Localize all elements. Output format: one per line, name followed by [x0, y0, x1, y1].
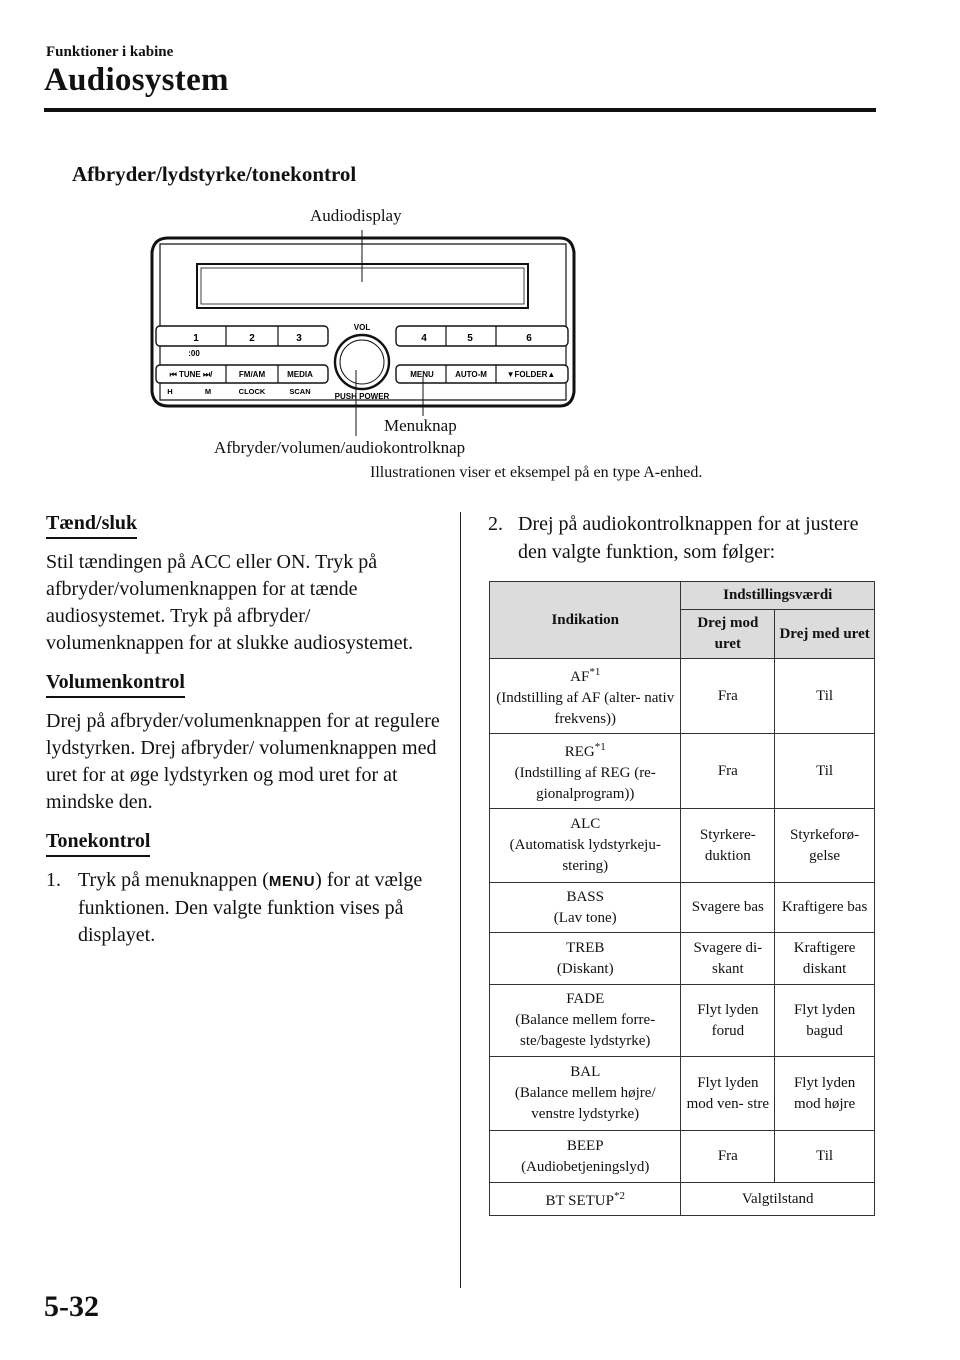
header-clockwise: Drej med uret	[775, 610, 875, 659]
counterclockwise-value: Fra	[681, 1131, 775, 1183]
clockwise-value: Kraftigere bas	[775, 883, 875, 933]
page-title: Audiosystem	[44, 62, 229, 98]
indication-cell	[490, 1131, 681, 1183]
vol-label: VOL	[353, 323, 371, 332]
step-1-text-b: ) for at vælge funktionen. Den valgte funktion vises på displayet.	[78, 869, 423, 946]
indication-name: TREB	[566, 939, 605, 956]
section-label: Funktioner i kabine	[46, 44, 174, 60]
indication-description: (Automatisk lydstyrkeju- stering)	[509, 837, 661, 874]
table-row	[490, 1057, 875, 1131]
clock-sub-label: :00	[188, 349, 200, 358]
para-volume: Drej på afbryder/volumenknappen for at regulere lydstyrken. Drej afbryder/ volumenknappen med uret for at øge lydstyrken og mod uret for at mindske den.	[46, 710, 440, 813]
indication-name: ALC	[570, 816, 601, 832]
header-counterclockwise: Drej mod uret	[681, 610, 775, 659]
preset-2-label: 2	[249, 333, 255, 344]
indication-description: (Balance mellem forre- ste/bageste lydstyrke)	[515, 1012, 656, 1049]
table-row	[490, 1183, 875, 1216]
indication-description: (Indstilling af AF (alter- nativ frekvens))	[496, 690, 675, 727]
counterclockwise-value: Svagere bas	[681, 883, 775, 933]
indication-name: BT SETUP	[545, 1193, 614, 1209]
column-divider	[460, 512, 461, 1288]
indication-description: (Balance mellem højre/ venstre lydstyrke)	[514, 1085, 656, 1122]
left-column	[46, 510, 444, 957]
preset-row-left	[156, 326, 328, 346]
indication-name: BEEP	[566, 1137, 604, 1154]
heading-volume: Volumenkontrol	[46, 669, 185, 698]
clockwise-value: Flyt lyden bagud	[775, 985, 875, 1057]
fmam-button-label: FM/AM	[238, 370, 266, 379]
indication-name: BAL	[570, 1064, 601, 1080]
counterclockwise-value: Fra	[681, 659, 775, 734]
h-sub-label: H	[167, 387, 173, 396]
indication-name: BASS	[566, 888, 604, 905]
counterclockwise-value: Svagere di- skant	[681, 933, 775, 985]
label-menuknap: Menuknap	[384, 416, 457, 435]
counterclockwise-value: Flyt lyden forud	[681, 985, 775, 1057]
heading-tone: Tonekontrol	[46, 828, 150, 857]
counterclockwise-value: Flyt lyden mod ven- stre	[681, 1057, 775, 1131]
media-button-label: MEDIA	[287, 370, 313, 379]
tune-button-label: ⏮ TUNE ⏭/	[169, 370, 213, 379]
indication-description: (Diskant)	[556, 960, 614, 977]
preset-4-label: 4	[421, 333, 427, 344]
table-row	[490, 985, 875, 1057]
value-cell: Valgtilstand	[681, 1183, 875, 1216]
clockwise-value: Flyt lyden mod højre	[775, 1057, 875, 1131]
preset-3-label: 3	[296, 333, 302, 344]
clockwise-value: Styrkeforø- gelse	[775, 809, 875, 883]
table-row	[490, 734, 875, 809]
folder-button-label: ▼FOLDER▲	[506, 370, 556, 379]
step-1-text	[78, 867, 444, 949]
header-setting-value: Indstillingsværdi	[681, 582, 875, 610]
indication-description: (Audiobetjeningslyd)	[521, 1158, 650, 1175]
label-audiodisplay: Audiodisplay	[310, 206, 402, 225]
step-2	[488, 510, 888, 566]
indication-cell	[490, 883, 681, 933]
indication-cell	[490, 1057, 681, 1131]
figure-caption: Illustrationen viser et eksempel på en type A-enhed.	[370, 464, 703, 481]
clockwise-value: Til	[775, 1131, 875, 1183]
automem-button-label: AUTO-M	[455, 370, 487, 379]
step-1-text-a: Tryk på menuknappen (	[78, 869, 269, 891]
clock-label: CLOCK	[238, 387, 266, 396]
power-volume-knob	[335, 335, 389, 389]
heading-onoff: Tænd/sluk	[46, 510, 137, 539]
para-onoff: Stil tændingen på ACC eller ON. Tryk på afbryder/volumenknappen for at tænde audiosystemet. Tryk på afbryder/ volumenknappen for at slukke audiosystemet.	[46, 551, 414, 654]
label-power-knob: Afbryder/volumen/audiokontrolknap	[214, 438, 466, 457]
step-2-text: Drej på audiokontrolknappen for at justere den valgte funktion, som følger:	[518, 513, 859, 563]
indication-description: (Lav tone)	[553, 909, 617, 926]
clockwise-value: Til	[775, 734, 875, 809]
page-number: 5-32	[44, 1290, 99, 1323]
preset-1-label: 1	[193, 333, 199, 344]
footnote-mark: *1	[589, 666, 601, 678]
counterclockwise-value: Fra	[681, 734, 775, 809]
table-row	[490, 659, 875, 734]
settings-table	[489, 581, 875, 1216]
clockwise-value: Til	[775, 659, 875, 734]
indication-description: (Indstilling af REG (re- gionalprogram))	[514, 765, 656, 802]
indication-name: FADE	[566, 991, 605, 1007]
table-row	[490, 883, 875, 933]
menu-key-glyph: MENU	[268, 873, 316, 890]
settings-table-body	[490, 659, 875, 1183]
indication-cell	[490, 659, 681, 734]
clockwise-value: Kraftigere diskant	[775, 933, 875, 985]
indication-cell	[490, 1183, 681, 1216]
scan-label: SCAN	[289, 387, 311, 396]
subheading: Afbryder/lydstyrke/tonekontrol	[72, 162, 357, 186]
step-1-number: 1.	[46, 869, 61, 891]
counterclockwise-value: Styrkere- duktion	[681, 809, 775, 883]
header-indication: Indikation	[490, 582, 681, 659]
footnote-mark: *1	[594, 741, 606, 753]
menu-button-label: MENU	[410, 370, 434, 379]
preset-5-label: 5	[467, 333, 473, 344]
indication-name: AF	[570, 669, 590, 685]
push-power-label: PUSH POWER	[334, 392, 390, 401]
table-row	[490, 809, 875, 883]
footnote-mark: *2	[613, 1190, 625, 1202]
indication-cell	[490, 985, 681, 1057]
step-1	[46, 867, 444, 949]
table-row	[490, 933, 875, 985]
table-row	[490, 1131, 875, 1183]
radio-illustration	[0, 0, 960, 500]
indication-cell	[490, 933, 681, 985]
preset-6-label: 6	[526, 333, 532, 344]
indication-cell	[490, 734, 681, 809]
step-2-number: 2.	[488, 513, 503, 535]
indication-cell	[490, 809, 681, 883]
m-sub-label: M	[204, 387, 212, 396]
indication-name: REG	[564, 744, 595, 760]
